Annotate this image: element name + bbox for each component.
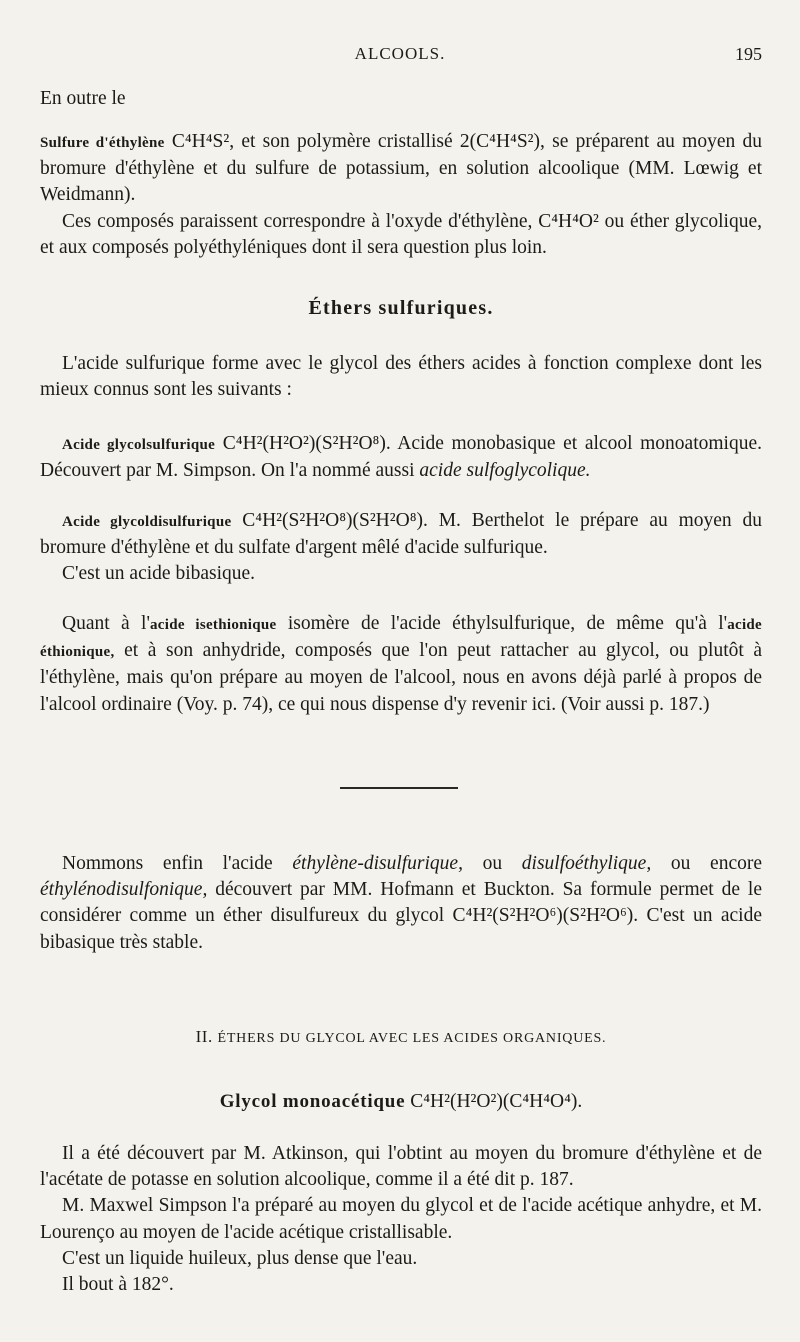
block-acide-sulfurique [40,351,762,403]
formula-glycolsulfurique: C⁴H²(H²O²)(S²H²O⁸). [215,433,391,454]
para-glycolsulfurique [40,431,762,484]
block-glycol-heading [40,1091,762,1113]
p9-d: découvert par MM. Hofmann et Buckton. Sa formule permet de le considérer comme un éther disulfureux du glycol C⁴H²(S²H²O⁶)(S²H²O⁶). C'est un acide bibasique très stable. [40,879,762,953]
italic-disulfoethylique: disulfoéthylique, [521,853,652,874]
para-simpson: M. Maxwel Simpson l'a préparé au moyen du glycol et de l'acide acétique anhydre, et M. Lourenço au moyen de l'acide acétique cristallisable. [40,1195,762,1243]
term-sulfure: Sulfure d'éthylène [40,135,165,151]
formula-glycoldisulfurique: C⁴H²(S²H²O⁸)(S²H²O⁸). [231,510,428,531]
term-ethionique: acide éthionique, [40,617,763,661]
page-number: 195 [735,44,762,64]
para-liquide: C'est un liquide huileux, plus dense que l'eau. [62,1247,418,1269]
para-acide-sulfurique: L'acide sulfurique forme avec le glycol des éthers acides à fonction complexe dont les mieux connus sont les suivants : [40,353,762,401]
p9-b: ou [462,853,522,874]
para-atkinson: Il a été découvert par M. Atkinson, qui l'obtint au moyen du bromure d'éthylène et de l'acétate de potasse en solution alcoolique, comme il a été dit p. 187. [40,1143,762,1191]
block-glycol-text [40,1141,762,1298]
block-section-ii [40,1027,762,1047]
term-glycoldisulfurique: Acide glycoldisulfurique [62,514,232,530]
block-glycoldisulfurique [40,508,762,588]
term-glycolsulfurique: Acide glycolsulfurique [62,437,216,453]
section-ii-heading [40,1027,762,1047]
p9-a: Nommons enfin l'acide [62,853,293,874]
para-glycoldisulfurique [40,508,762,561]
para-glycoldisulfurique-text: M. Berthelot le prépare au moyen du bromure d'éthylène et du sulfate d'argent mêlé d'acide sulfurique. [40,510,762,559]
para-sulfure-text: C⁴H⁴S², et son polymère cristallisé 2(C⁴H⁴S²), se préparent au moyen du bromure d'éthylène et du sulfure de potassium, en solution alcoolique (MM. Lœwig et Weidmann). [40,131,762,206]
section-number: II. [195,1027,213,1046]
heading-ethers-sulfuriques: Éthers sulfuriques. [308,297,494,319]
section-divider [340,787,458,789]
section-title: ÉTHERS DU GLYCOL AVEC LES ACIDES ORGANIQUES. [217,1031,607,1046]
term-isethionique: acide isethionique [149,617,277,633]
block-disulfurique [40,851,762,956]
block-sulfure [40,86,762,112]
running-title: ALCOOLS. [354,44,446,63]
p8-a: Quant à l' [62,613,150,634]
p8-c: et à son anhydride, composés que l'on peut rattacher au glycol, ou plutôt à l'éthylène, mais qu'on prépare au moyen de l'alcool, nous en avons déjà parlé à propos de l'alcool ordinaire (Voy. p. 74), ce qui nous dispense d'y revenir ici. (Voir aussi p. 187.) [40,640,762,715]
para-sulfure [40,129,762,209]
glycol-monoacetique-heading [40,1091,762,1113]
para-bibasique: C'est un acide bibasique. [62,563,256,585]
p9-c: ou encore [651,853,762,874]
block-ethers-heading [40,297,762,320]
block-glycolsulfurique [40,431,762,484]
glycol-name: Glycol monoacétique [219,1091,406,1112]
para-glycolsulfurique-text: Acide monobasique et alcool monoatomique. Découvert par M. Simpson. On l'a nommé aussi [40,433,762,482]
p8-b: isomère de l'acide éthylsulfurique, de même qu'à l' [276,613,728,634]
para-disulfurique [40,851,762,956]
para-intro: En outre le [40,88,126,109]
para-bout: Il bout à 182°. [62,1274,174,1296]
block-sulfure-def [40,129,762,261]
block-isethionique [40,611,762,718]
para-composes: Ces composés paraissent correspondre à l'oxyde d'éthylène, C⁴H⁴O² ou éther glycolique, et aux composés polyéthyléniques dont il sera question plus loin. [40,210,762,258]
running-header [0,44,800,74]
italic-ethylenodisulfonique: éthylénodisulfonique, [40,879,208,901]
italic-sulfoglycolique: acide sulfoglycolique. [419,460,591,482]
para-isethionique [40,611,762,718]
italic-ethylene-disulfurique: éthylène-disulfurique, [292,853,463,874]
glycol-formula: C⁴H²(H²O²)(C⁴H⁴O⁴). [405,1091,583,1112]
